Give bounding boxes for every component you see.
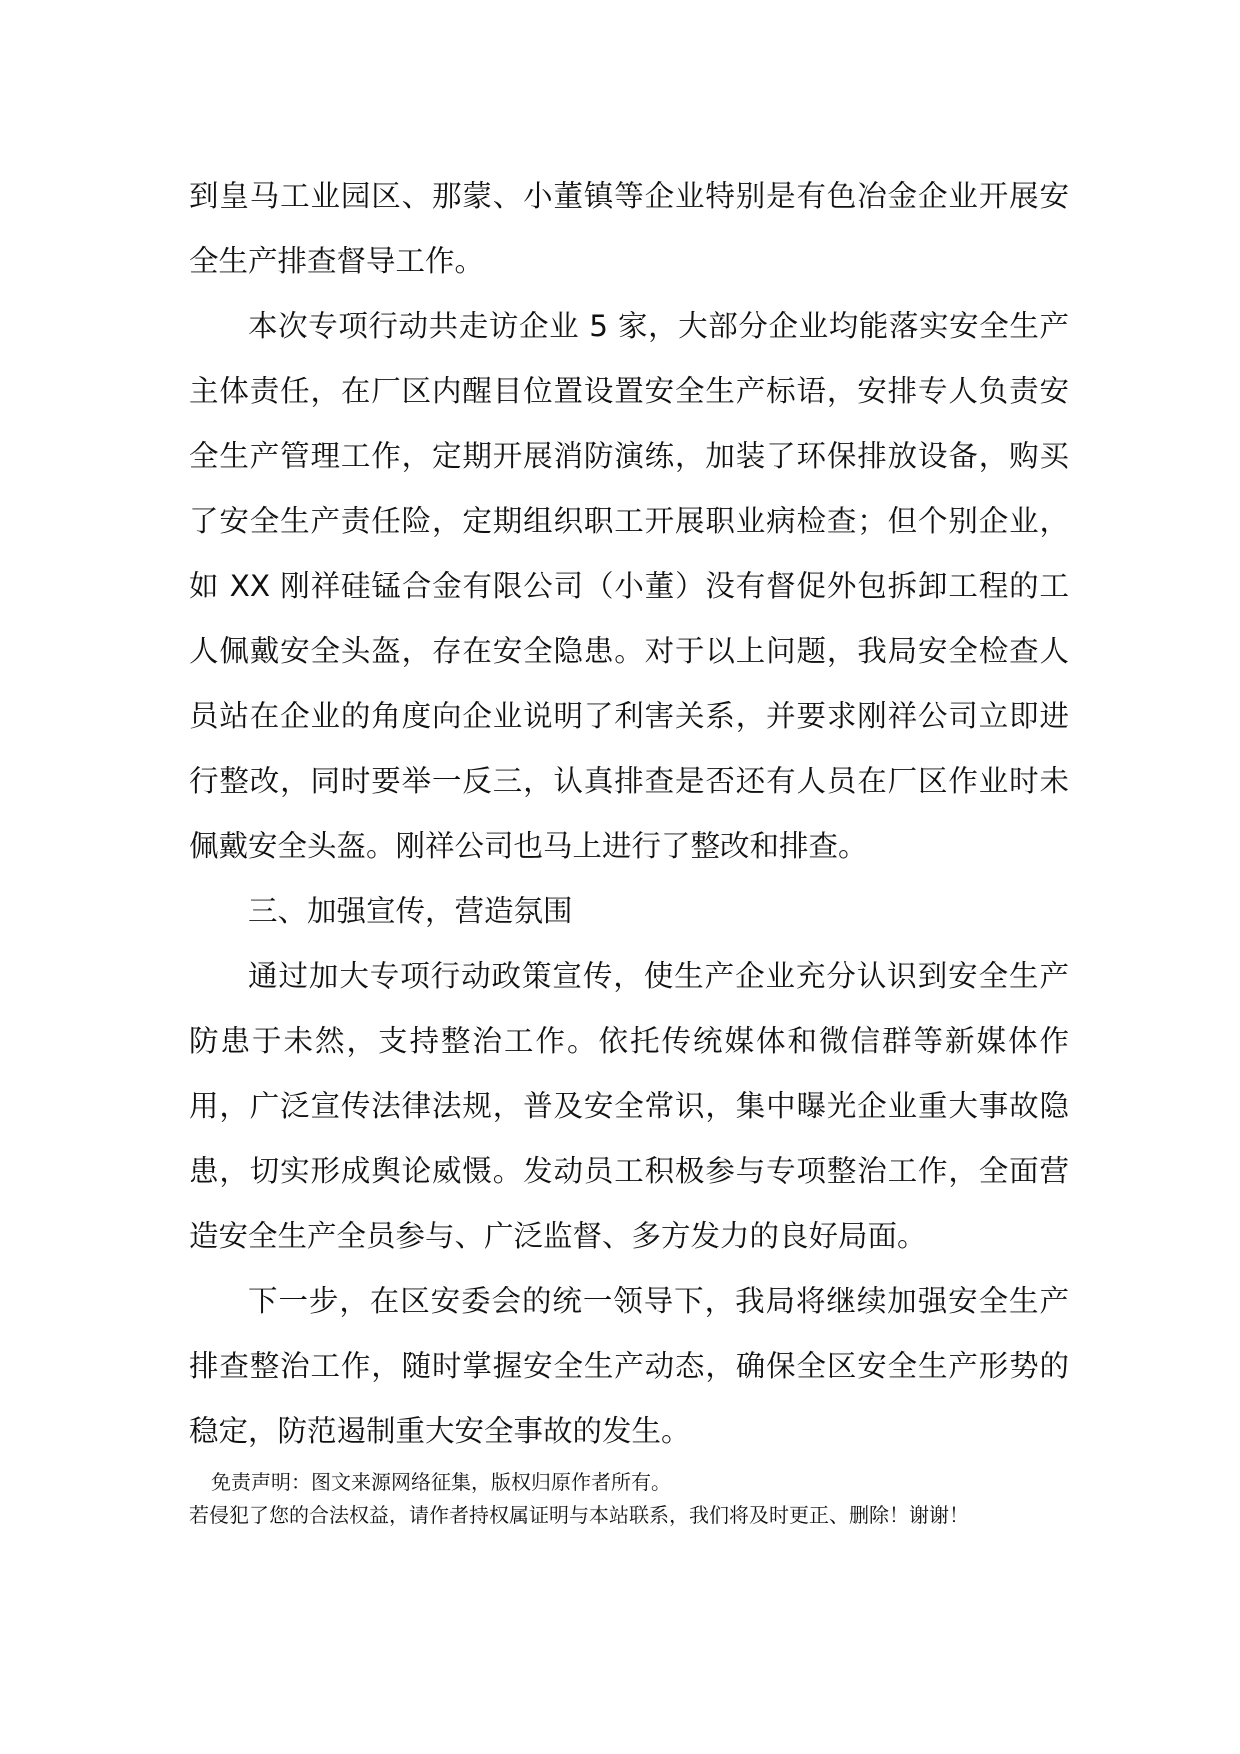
disclaimer-line-2: 若侵犯了您的合法权益，请作者持权属证明与本站联系，我们将及时更正、删除！谢谢！ [189, 1503, 969, 1527]
document-body [189, 164, 1069, 1464]
paragraph-continuation: 到皇马工业园区、那蒙、小董镇等企业特别是有色冶金企业开展安全生产排查督导工作。 [189, 179, 1069, 278]
paragraph-publicity: 通过加大专项行动政策宣传，使生产企业充分认识到安全生产防患于未然，支持整治工作。依托传统媒体和微信群等新媒体作用，广泛宣传法律法规，普及安全常识，集中曝光企业重大事故隐患，切实形成舆论威慑。发动员工积极参与专项整治工作，全面营造安全生产全员参与、广泛监督、多方发力的良好局面。 [189, 959, 1069, 1253]
paragraph-inspection-results: 本次专项行动共走访企业 5 家，大部分企业均能落实安全生产主体责任，在厂区内醒目位置设置安全生产标语，安排专人负责安全生产管理工作，定期开展消防演练，加装了环保排放设备，购买了安全生产责任险，定期组织职工开展职业病检查；但个别企业，如 XX 刚祥硅锰合金有限公司（小董）没有督促外包拆卸工程的工人佩戴安全头盔，存在安全隐患。对于以上问题，我局安全检查人员站在企业的角度向企业说明了利害关系，并要求刚祥公司立即进行整改，同时要举一反三，认真排查是否还有人员在厂区作业时未佩戴安全头盔。刚祥公司也马上进行了整改和排查。 [189, 309, 1069, 863]
paragraph-next-steps: 下一步，在区安委会的统一领导下，我局将继续加强安全生产排查整治工作，随时掌握安全生产动态，确保全区安全生产形势的稳定，防范遏制重大安全事故的发生。 [189, 1284, 1069, 1448]
disclaimer [189, 1466, 1089, 1532]
disclaimer-line-1: 免责声明：图文来源网络征集，版权归原作者所有。 [211, 1470, 671, 1494]
section-heading-publicity: 三、加强宣传，营造氛围 [248, 894, 573, 928]
